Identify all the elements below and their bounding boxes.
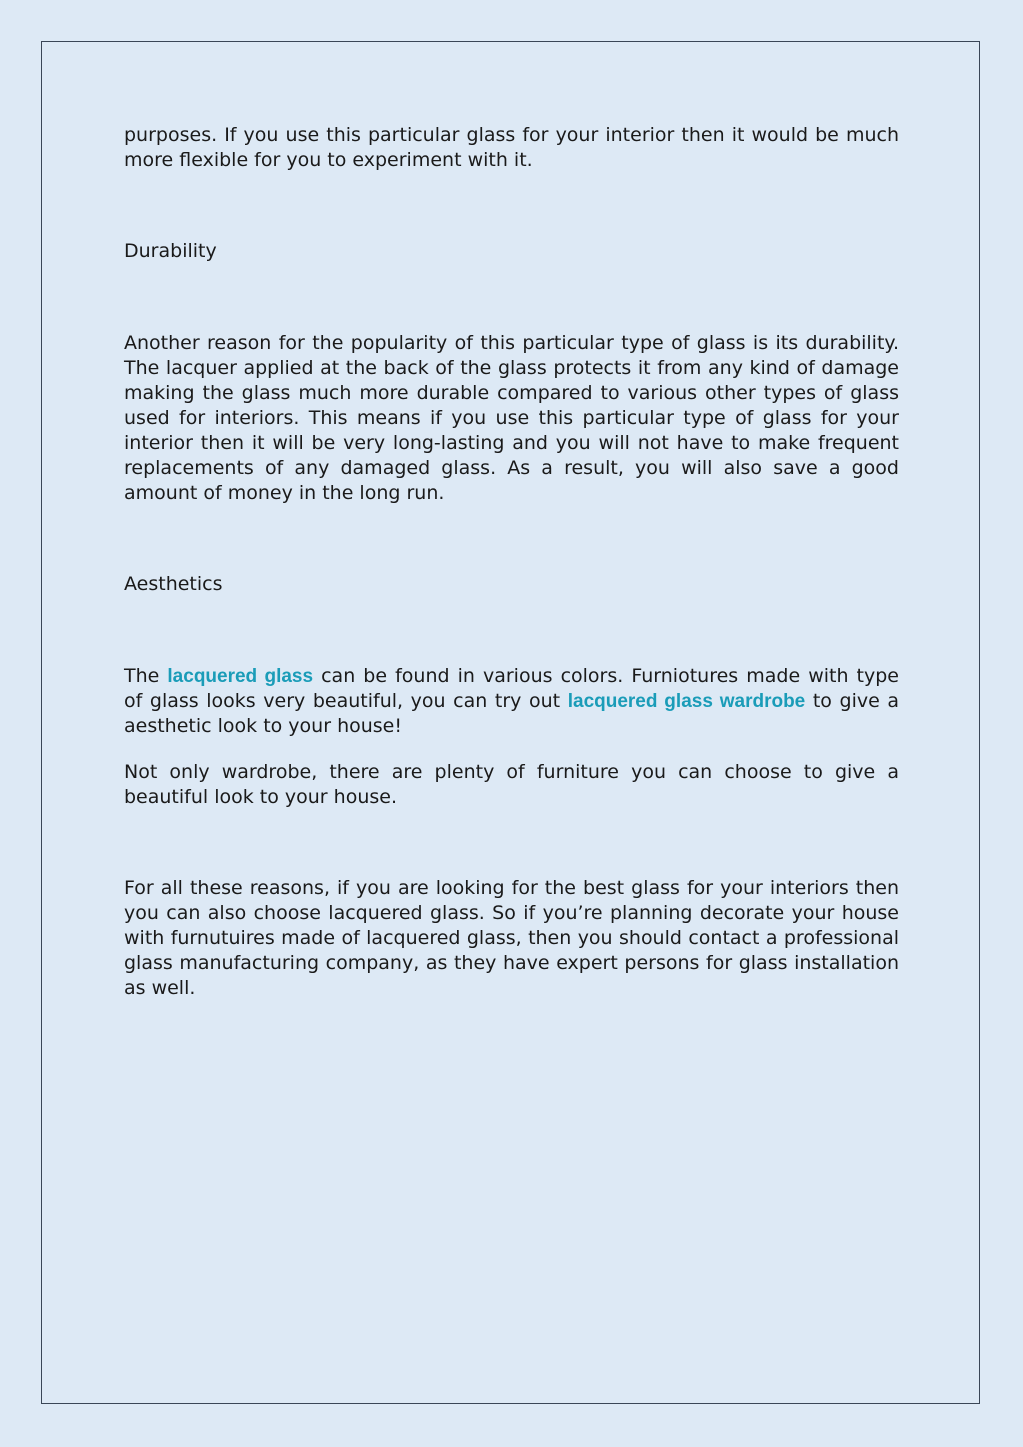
spacer — [124, 597, 899, 664]
spacer — [124, 810, 899, 876]
spacer — [124, 264, 899, 331]
lacquered-glass-wardrobe-link[interactable]: lacquered glass wardrobe — [567, 691, 806, 712]
aesthetics-heading: Aesthetics — [124, 573, 223, 595]
document-body — [124, 123, 899, 1001]
spacer — [124, 739, 899, 760]
spacer — [124, 173, 899, 239]
aesthetics-text-before: The — [124, 665, 168, 687]
spacer — [124, 506, 899, 572]
durability-paragraph: Another reason for the popularity of this particular type of glass is its durability. The lacquer applied at the back of the glass protects it from any kind of damage making the glass much more durable compared to various other types of glass used for interiors. This means if you use this particular type of glass for your interior then it will be very long-lasting and you will not have to make frequent replacements of any damaged glass. As a result, you will also save a good amount of money in the long run. — [124, 332, 899, 504]
durability-heading: Durability — [124, 240, 217, 262]
aesthetics-text-middle: can be found in various colors. Furniotures made with type of glass looks very beautiful, you can try out — [124, 665, 899, 712]
conclusion-paragraph: For all these reasons, if you are looking for the best glass for your interiors then you can also choose lacquered glass. So if you’re planning decorate your house with furnutuires made of lacquered glass, then you should contact a professional glass manufacturing company, as they have expert persons for glass installation as well. — [124, 877, 899, 999]
aesthetics-paragraph — [124, 664, 899, 739]
aesthetics-text-after: to give a aesthetic look to your house! — [124, 690, 900, 737]
lacquered-glass-link[interactable]: lacquered glass — [167, 666, 314, 687]
intro-paragraph: purposes. If you use this particular glass for your interior then it would be much more flexible for you to experiment with it. — [124, 124, 899, 171]
wardrobe-paragraph: Not only wardrobe, there are plenty of furniture you can choose to give a beautiful look to your house. — [124, 761, 899, 808]
